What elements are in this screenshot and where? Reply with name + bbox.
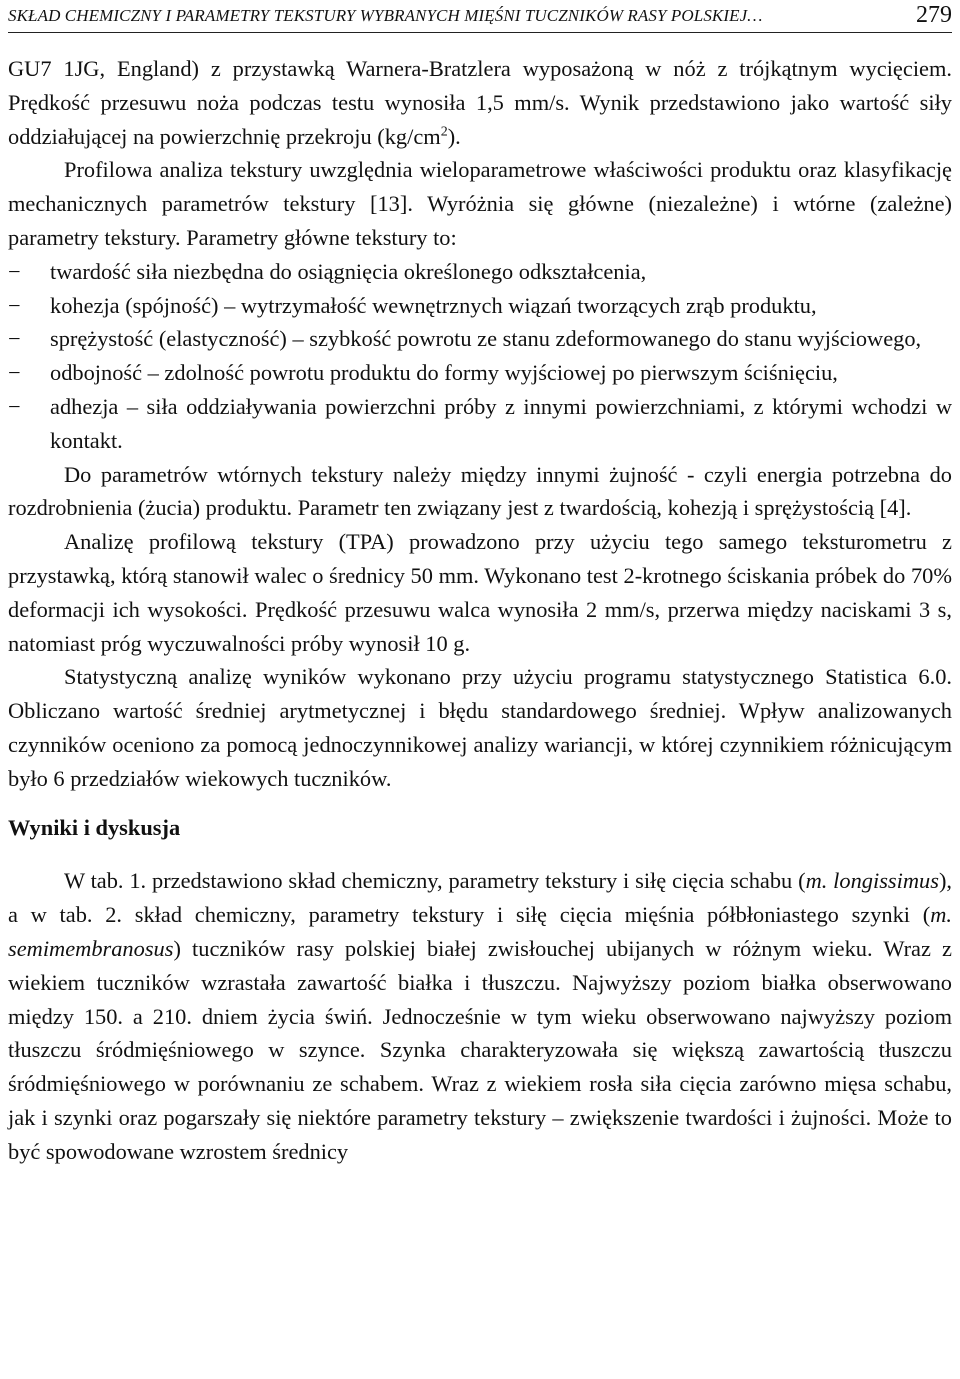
list-item: − twardość siła niezbędna do osiągnięcia określonego odkształcenia, [8,255,952,289]
list-item: − sprężystość (elastyczność) – szybkość powrotu ze stanu zdeformowanego do stanu wyjściowego, [8,322,952,356]
dash-bullet: − [8,292,21,318]
list-item: − adhezja – siła oddziaływania powierzchni próby z innymi powierzchniami, z którymi wchodzi w kontakt. [8,390,952,458]
page-number: 279 [916,2,952,28]
dash-bullet: − [8,393,21,419]
paragraph-statistics: Statystyczną analizę wyników wykonano przy użyciu programu statystycznego Statistica 6.0. Obliczano wartość średniej arytmetycznej i błędu standardowego średniej. Wpływ analizowanych czynników oceniono za pomocą jednoczynnikowej analizy wariancji, w której czynnikiem różnicującym było 6 przedziałów wiekowych tuczników. [8,664,952,791]
running-title: SKŁAD CHEMICZNY I PARAMETRY TEKSTURY WYBRANYCH MIĘŚNI TUCZNIKÓW RASY POLSKIEJ… [8,6,763,25]
paragraph-continued: GU7 1JG, England) z przystawką Warnera-Bratzlera wyposażoną w nóż z trójkątnym wycięciem. Prędkość przesuwu noża podczas testu wynosiła 1,5 mm/s. Wynik przedstawiono jako wartość siły oddziałującej na powierzchnię przekroju $(kg/cm^2)$. [8,56,952,149]
page-header [8,2,952,33]
dash-bullet: − [8,258,21,284]
paragraph-profile-analysis: Profilowa analiza tekstury uwzględnia wieloparametrowe właściwości produktu oraz klasyfikację mechanicznych parametrów tekstury [13]. Wyróżnia się główne (niezależne) i wtórne (zależne) parametry tekstury. Parametry główne tekstury to: [8,157,952,250]
list-item: − odbojność – zdolność powrotu produktu do formy wyjściowej po pierwszym ściśnięciu, [8,356,952,390]
dash-bullet: − [8,360,21,386]
dash-bullet: − [8,326,21,352]
paragraph-results: W tab. 1. przedstawiono skład chemiczny, parametry tekstury i siłę cięcia schabu (m. longissimus), a w tab. 2. skład chemiczny, parametry tekstury i siłę cięcia mięśnia półbłoniastego szynki (m. semimembranosus) tuczników rasy polskiej białej zwisłouchej ubijanych w różnym wieku. Wraz z wiekiem tuczników wzrastała zawartość białka i tłuszczu. Najwyższy poziom białka obserwowano między 150. a 210. dniem życia świń. Jednocześnie w tym wieku obserwowano najwyższy poziom tłuszczu śródmięśniowego w szynce. Szynka charakteryzowała się większą zawartością tłuszczu śródmięśniowego w porównaniu ze schabem. Wraz z wiekiem rosła siła cięcia zarówno mięsa schabu, jak i szynki oraz pogarszały się niektóre parametry tekstury – zwiększenie twardości i żujności. Może to być spowodowane wzrostem średnicy [8,868,952,1164]
primary-parameters-list [8,255,952,458]
paragraph-secondary-parameters: Do parametrów wtórnych tekstury należy między innymi żujność - czyli energia potrzebna do rozdrobnienia (żucia) produktu. Parametr ten związany jest z twardością, kohezją i sprężystością [4]. [8,461,952,521]
list-item: − kohezja (spójność) – wytrzymałość wewnętrznych wiązań tworzących zrąb produktu, [8,289,952,323]
paragraph-tpa: Analizę profilową tekstury (TPA) prowadzono przy użyciu tego samego teksturometru z przystawką, którą stanowił walec o średnicy 50 mm. Wykonano test 2-krotnego ściskania próbek do 70% deformacji ich wysokości. Prędkość przesuwu walca wynosiła 2 mm/s, przerwa między naciskami 3 s, natomiast próg wyczuwalności próby wynosił 10 g. [8,529,952,656]
superscript: 2 [440,124,448,140]
body-text [8,52,952,1169]
latin-name: m. semimembranosus [8,902,952,961]
latin-name: m. longissimus [805,868,939,894]
section-heading: Wyniki i dyskusja [8,814,181,840]
